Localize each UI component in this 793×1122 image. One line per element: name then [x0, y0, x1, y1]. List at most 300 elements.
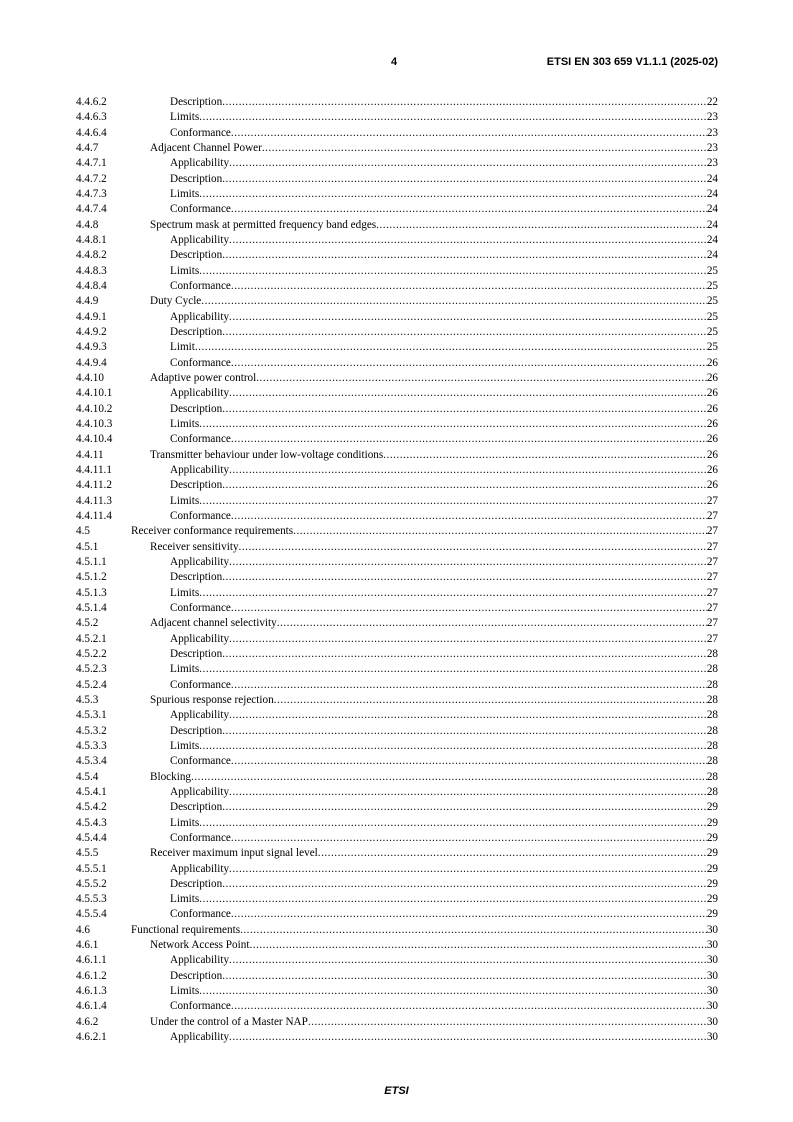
toc-entry-number: 4.5.4.3: [76, 816, 107, 829]
toc-entry[interactable]: [76, 693, 718, 708]
toc-entry-number: 4.4.8.2: [76, 249, 107, 262]
toc-entry[interactable]: [76, 386, 718, 401]
toc-entry-number: 4.6.1.4: [76, 1000, 107, 1013]
toc-entry-page: 30: [706, 985, 718, 998]
toc-entry-title: Under the control of a Master NAP: [150, 1015, 308, 1028]
toc-entry-title: Description: [170, 801, 223, 814]
toc-entry[interactable]: [76, 432, 718, 447]
toc-entry-title: Applicability: [170, 632, 230, 645]
toc-entry-number: 4.5.2.1: [76, 632, 107, 645]
dot-leader: [249, 938, 706, 953]
toc-entry-number: 4.4.7: [76, 141, 99, 154]
toc-entry[interactable]: [76, 586, 718, 601]
dot-leader: [229, 1030, 707, 1045]
toc-entry-page: 30: [706, 1015, 718, 1028]
toc-entry[interactable]: [76, 816, 718, 831]
toc-entry[interactable]: [76, 800, 718, 815]
toc-entry[interactable]: [76, 264, 718, 279]
toc-entry-title: Spurious response rejection: [150, 693, 274, 706]
toc-entry-page: 24: [706, 187, 718, 200]
toc-entry-title: Description: [170, 96, 223, 108]
toc-entry[interactable]: [76, 202, 718, 217]
toc-entry[interactable]: [76, 248, 718, 263]
toc-entry-number: 4.5.3: [76, 693, 99, 706]
toc-entry-title: Limit: [170, 341, 195, 354]
dot-leader: [222, 647, 707, 662]
toc-entry-title: Applicability: [170, 233, 230, 246]
toc-entry-page: 23: [706, 141, 718, 154]
toc-entry[interactable]: [76, 892, 718, 907]
toc-entry[interactable]: [76, 570, 718, 585]
toc-entry-number: 4.4.6.4: [76, 126, 107, 139]
dot-leader: [318, 846, 707, 861]
toc-entry-page: 27: [706, 586, 718, 599]
toc-entry[interactable]: [76, 95, 718, 110]
toc-entry-title: Applicability: [170, 157, 230, 170]
toc-entry-number: 4.4.11: [76, 448, 104, 461]
dot-leader: [199, 110, 707, 125]
toc-entry-page: 27: [706, 617, 718, 630]
toc-entry-title: Conformance: [170, 203, 231, 216]
toc-entry-number: 4.5.1.4: [76, 601, 107, 614]
dot-leader: [222, 95, 707, 110]
toc-entry-title: Limits: [170, 816, 200, 829]
toc-entry[interactable]: [76, 325, 718, 340]
toc-entry[interactable]: [76, 1015, 718, 1030]
dot-leader: [199, 417, 707, 432]
toc-entry-title: Description: [170, 571, 223, 584]
dot-leader: [229, 632, 707, 647]
toc-entry-title: Applicability: [170, 1031, 230, 1044]
toc-entry[interactable]: [76, 141, 718, 156]
toc-entry-number: 4.4.6.3: [76, 111, 107, 124]
toc-entry-number: 4.4.9.3: [76, 341, 107, 354]
toc-entry-page: 30: [706, 923, 718, 936]
toc-entry-title: Description: [170, 724, 223, 737]
toc-entry-number: 4.4.10.4: [76, 433, 113, 446]
dot-leader: [222, 724, 707, 739]
dot-leader: [222, 969, 707, 984]
toc-entry-title: Description: [170, 969, 223, 982]
toc-entry-page: 24: [706, 249, 718, 262]
toc-entry[interactable]: [76, 678, 718, 693]
toc-entry-page: 29: [706, 877, 718, 890]
toc-entry-number: 4.5.5.3: [76, 893, 107, 906]
toc-entry-title: Limits: [170, 264, 200, 277]
toc-entry-page: 26: [706, 479, 718, 492]
dot-leader: [231, 601, 707, 616]
dot-leader: [231, 202, 707, 217]
toc-entry-title: Applicability: [170, 463, 230, 476]
toc-entry-page: 27: [706, 525, 718, 538]
toc-entry-number: 4.4.7.1: [76, 157, 107, 170]
dot-leader: [293, 524, 707, 539]
toc-entry-number: 4.5: [76, 525, 90, 538]
toc-entry-page: 25: [706, 264, 718, 277]
toc-entry[interactable]: [76, 310, 718, 325]
toc-entry-page: 27: [706, 494, 718, 507]
toc-entry[interactable]: [76, 938, 718, 953]
toc-entry-title: Limits: [170, 663, 200, 676]
toc-entry-page: 30: [706, 969, 718, 982]
toc-entry[interactable]: [76, 601, 718, 616]
toc-entry[interactable]: [76, 463, 718, 478]
toc-entry[interactable]: [76, 862, 718, 877]
toc-entry-title: Spectrum mask at permitted frequency band edges: [150, 218, 377, 231]
toc-entry-title: Description: [170, 325, 223, 338]
toc-entry-number: 4.4.8: [76, 218, 99, 231]
toc-entry-title: Receiver conformance requirements: [131, 525, 294, 538]
dot-leader: [199, 586, 707, 601]
toc-entry-page: 28: [706, 724, 718, 737]
toc-entry-title: Limits: [170, 893, 200, 906]
toc-entry-page: 29: [706, 831, 718, 844]
dot-leader: [229, 785, 707, 800]
dot-leader: [199, 739, 707, 754]
dot-leader: [231, 831, 707, 846]
toc-entry-page: 28: [706, 663, 718, 676]
toc-entry-page: 28: [706, 739, 718, 752]
dot-leader: [376, 218, 707, 233]
toc-entry[interactable]: [76, 126, 718, 141]
toc-entry[interactable]: [76, 616, 718, 631]
toc-entry-page: 30: [706, 1000, 718, 1013]
dot-leader: [222, 172, 707, 187]
toc-entry[interactable]: [76, 340, 718, 355]
toc-entry-title: Conformance: [170, 509, 231, 522]
toc-entry-page: 26: [706, 402, 718, 415]
toc-entry-page: 28: [706, 755, 718, 768]
dot-leader: [229, 156, 707, 171]
dot-leader: [191, 770, 707, 785]
toc-entry-page: 23: [706, 126, 718, 139]
toc-entry[interactable]: [76, 187, 718, 202]
toc-entry-page: 26: [706, 448, 718, 461]
toc-entry-page: 24: [706, 233, 718, 246]
document-id: ETSI EN 303 659 V1.1.1 (2025-02): [546, 56, 718, 68]
toc-entry-page: 23: [706, 157, 718, 170]
toc-entry-title: Conformance: [170, 755, 231, 768]
toc-entry-number: 4.4.9: [76, 295, 99, 308]
toc-entry-page: 24: [706, 172, 718, 185]
toc-entry-page: 30: [706, 954, 718, 967]
dot-leader: [199, 816, 707, 831]
toc-entry-title: Applicability: [170, 387, 230, 400]
toc-entry-number: 4.5.2.4: [76, 678, 107, 691]
toc-entry-page: 29: [706, 908, 718, 921]
toc-entry[interactable]: [76, 218, 718, 233]
dot-leader: [231, 279, 707, 294]
toc-entry-page: 27: [706, 601, 718, 614]
toc-entry-title: Conformance: [170, 908, 231, 921]
dot-leader: [231, 678, 707, 693]
toc-entry-title: Functional requirements: [131, 923, 241, 936]
toc-entry-number: 4.5.1: [76, 540, 99, 553]
toc-entry-number: 4.5.3.2: [76, 724, 107, 737]
toc-entry-title: Limits: [170, 739, 200, 752]
dot-leader: [231, 999, 707, 1014]
toc-entry-number: 4.4.9.1: [76, 310, 107, 323]
toc-entry[interactable]: [76, 402, 718, 417]
toc-entry[interactable]: [76, 555, 718, 570]
toc-entry-number: 4.5.3.4: [76, 755, 107, 768]
toc-entry-title: Applicability: [170, 310, 230, 323]
toc-entry[interactable]: [76, 417, 718, 432]
toc-entry-title: Description: [170, 877, 223, 890]
toc-entry[interactable]: [76, 540, 718, 555]
dot-leader: [195, 340, 707, 355]
toc-entry[interactable]: [76, 294, 718, 309]
toc-entry-page: 27: [706, 540, 718, 553]
toc-entry-number: 4.5.4.4: [76, 831, 107, 844]
toc-entry-number: 4.6.2: [76, 1015, 99, 1028]
footer-etsi: ETSI: [384, 1085, 409, 1097]
toc-entry-title: Description: [170, 172, 223, 185]
dot-leader: [308, 1015, 707, 1030]
toc-entry-number: 4.4.10.1: [76, 387, 113, 400]
dot-leader: [229, 386, 707, 401]
toc-entry-title: Conformance: [170, 678, 231, 691]
toc-entry-number: 4.5.3.3: [76, 739, 107, 752]
toc-entry[interactable]: [76, 647, 718, 662]
toc-entry[interactable]: [76, 984, 718, 999]
toc-entry[interactable]: [76, 233, 718, 248]
toc-entry[interactable]: [76, 724, 718, 739]
dot-leader: [277, 616, 707, 631]
toc-entry-title: Duty Cycle: [150, 295, 202, 308]
toc-entry[interactable]: [76, 156, 718, 171]
toc-entry-number: 4.4.10.2: [76, 402, 113, 415]
toc-entry-number: 4.6.1: [76, 939, 99, 952]
dot-leader: [262, 141, 707, 156]
toc-entry-title: Limits: [170, 586, 200, 599]
toc-entry-number: 4.5.5.1: [76, 862, 107, 875]
toc-entry-page: 29: [706, 847, 718, 860]
toc-entry-number: 4.5.1.2: [76, 571, 107, 584]
toc-entry[interactable]: [76, 953, 718, 968]
toc-entry-page: 27: [706, 632, 718, 645]
dot-leader: [231, 126, 707, 141]
toc-entry-page: 30: [706, 1031, 718, 1044]
toc-entry[interactable]: [76, 770, 718, 785]
toc-entry-title: Conformance: [170, 356, 231, 369]
toc-entry-page: 27: [706, 555, 718, 568]
toc-entry-title: Description: [170, 479, 223, 492]
dot-leader: [222, 877, 707, 892]
toc-entry-page: 28: [706, 785, 718, 798]
toc-entry-number: 4.4.7.3: [76, 187, 107, 200]
toc-entry-title: Limits: [170, 494, 200, 507]
dot-leader: [229, 233, 707, 248]
toc-entry-page: 25: [706, 279, 718, 292]
toc-entry-page: 26: [706, 463, 718, 476]
toc-entry[interactable]: [76, 524, 718, 539]
dot-leader: [240, 923, 707, 938]
dot-leader: [222, 325, 707, 340]
toc-entry-number: 4.5.1.3: [76, 586, 107, 599]
toc-entry[interactable]: [76, 279, 718, 294]
toc-entry-number: 4.6.1.1: [76, 954, 107, 967]
dot-leader: [231, 509, 707, 524]
dot-leader: [229, 953, 707, 968]
toc-entry-number: 4.6.1.3: [76, 985, 107, 998]
toc-entry[interactable]: [76, 356, 718, 371]
toc-entry-page: 26: [706, 356, 718, 369]
toc-entry[interactable]: [76, 110, 718, 125]
dot-leader: [231, 432, 707, 447]
toc-entry-number: 4.6: [76, 923, 90, 936]
toc-entry-number: 4.4.8.1: [76, 233, 107, 246]
toc-entry-page: 30: [706, 939, 718, 952]
dot-leader: [199, 892, 707, 907]
toc-entry[interactable]: [76, 662, 718, 677]
toc-entry-number: 4.4.8.3: [76, 264, 107, 277]
toc-entry-title: Applicability: [170, 785, 230, 798]
toc-entry[interactable]: [76, 478, 718, 493]
toc-entry-page: 25: [706, 341, 718, 354]
dot-leader: [231, 356, 707, 371]
toc-entry-number: 4.5.2.3: [76, 663, 107, 676]
dot-leader: [222, 402, 707, 417]
dot-leader: [231, 754, 707, 769]
toc-entry-page: 28: [706, 678, 718, 691]
toc-entry-title: Limits: [170, 417, 200, 430]
toc-entry[interactable]: [76, 969, 718, 984]
toc-entry-number: 4.4.11.2: [76, 479, 112, 492]
toc-entry-title: Conformance: [170, 433, 231, 446]
toc-entry-title: Description: [170, 249, 223, 262]
dot-leader: [383, 448, 707, 463]
toc-entry-title: Applicability: [170, 709, 230, 722]
toc-entry-page: 25: [706, 310, 718, 323]
toc-entry-number: 4.4.10: [76, 371, 104, 384]
toc-entry-title: Conformance: [170, 831, 231, 844]
dot-leader: [229, 862, 707, 877]
toc-entry-number: 4.5.4.1: [76, 785, 107, 798]
toc-entry[interactable]: [76, 877, 718, 892]
dot-leader: [222, 800, 707, 815]
toc-entry[interactable]: [76, 754, 718, 769]
dot-leader: [229, 555, 707, 570]
toc-entry-number: 4.5.2: [76, 617, 99, 630]
toc-entry-page: 27: [706, 571, 718, 584]
toc-entry-title: Receiver maximum input signal level: [150, 847, 318, 860]
toc-entry[interactable]: [76, 831, 718, 846]
toc-entry-number: 4.5.1.1: [76, 555, 107, 568]
toc-entry[interactable]: [76, 1030, 718, 1045]
toc-entry-number: 4.6.2.1: [76, 1031, 107, 1044]
toc-entry[interactable]: [76, 739, 718, 754]
toc-entry-number: 4.5.2.2: [76, 647, 107, 660]
toc-entry-number: 4.4.8.4: [76, 279, 107, 292]
toc-entry[interactable]: [76, 172, 718, 187]
toc-entry[interactable]: [76, 632, 718, 647]
toc-entry-number: 4.5.4: [76, 770, 99, 783]
toc-entry[interactable]: [76, 494, 718, 509]
toc-entry[interactable]: [76, 509, 718, 524]
toc-entry[interactable]: [76, 907, 718, 922]
toc-entry[interactable]: [76, 923, 718, 938]
toc-entry-number: 4.5.5.4: [76, 908, 107, 921]
toc-entry-number: 4.4.7.4: [76, 203, 107, 216]
toc-entry-number: 4.4.6.2: [76, 96, 107, 108]
toc-entry-page: 22: [706, 96, 718, 108]
dot-leader: [199, 187, 707, 202]
toc-entry-title: Description: [170, 647, 223, 660]
toc-entry-title: Applicability: [170, 555, 230, 568]
dot-leader: [229, 310, 707, 325]
toc-entry-title: Limits: [170, 187, 200, 200]
dot-leader: [231, 907, 707, 922]
toc-entry-number: 4.4.10.3: [76, 417, 113, 430]
toc-entry[interactable]: [76, 371, 718, 386]
toc-entry-number: 4.5.4.2: [76, 801, 107, 814]
dot-leader: [199, 662, 707, 677]
toc-entry-title: Conformance: [170, 1000, 231, 1013]
toc-entry-page: 28: [706, 693, 718, 706]
toc-entry-number: 4.4.7.2: [76, 172, 107, 185]
toc-entry-title: Applicability: [170, 862, 230, 875]
toc-entry-number: 4.4.11.1: [76, 463, 112, 476]
toc-entry-title: Conformance: [170, 601, 231, 614]
dot-leader: [222, 478, 707, 493]
toc-entry-title: Limits: [170, 111, 200, 124]
toc-entry-page: 24: [706, 203, 718, 216]
toc-entry-page: 25: [706, 325, 718, 338]
toc-entry-title: Receiver sensitivity: [150, 540, 239, 553]
toc-entry-number: 4.4.11.4: [76, 509, 112, 522]
toc-entry-page: 24: [706, 218, 718, 231]
toc-entry-title: Blocking: [150, 770, 192, 783]
toc-entry-page: 28: [706, 770, 718, 783]
toc-entry-number: 4.4.11.3: [76, 494, 112, 507]
toc-entry-page: 29: [706, 893, 718, 906]
toc-entry-page: 27: [706, 509, 718, 522]
toc-entry[interactable]: [76, 999, 718, 1014]
toc-entry[interactable]: [76, 708, 718, 723]
dot-leader: [222, 248, 707, 263]
toc-entry-number: 4.5.5.2: [76, 877, 107, 890]
toc-entry-title: Description: [170, 402, 223, 415]
dot-leader: [199, 494, 707, 509]
dot-leader: [199, 984, 707, 999]
dot-leader: [256, 371, 707, 386]
toc-entry-page: 25: [706, 295, 718, 308]
toc-entry-page: 29: [706, 801, 718, 814]
toc-entry-title: Adaptive power control: [150, 371, 257, 384]
toc-entry-page: 28: [706, 709, 718, 722]
toc-entry-title: Conformance: [170, 279, 231, 292]
toc-entry-page: 23: [706, 111, 718, 124]
toc-entry-title: Network Access Point: [150, 939, 250, 952]
toc-entry-page: 29: [706, 862, 718, 875]
toc-entry-title: Adjacent Channel Power: [150, 141, 262, 154]
dot-leader: [239, 540, 707, 555]
toc-entry[interactable]: [76, 448, 718, 463]
dot-leader: [274, 693, 707, 708]
toc-entry-number: 4.5.3.1: [76, 709, 107, 722]
toc-entry-number: 4.5.5: [76, 847, 99, 860]
toc-entry[interactable]: [76, 785, 718, 800]
toc-entry-page: 26: [706, 371, 718, 384]
toc-entry[interactable]: [76, 846, 718, 861]
toc-entry-number: 4.4.9.4: [76, 356, 107, 369]
toc-entry-title: Applicability: [170, 954, 230, 967]
toc-entry-page: 29: [706, 816, 718, 829]
dot-leader: [199, 264, 707, 279]
dot-leader: [222, 570, 707, 585]
toc-entry-title: Adjacent channel selectivity: [150, 617, 277, 630]
